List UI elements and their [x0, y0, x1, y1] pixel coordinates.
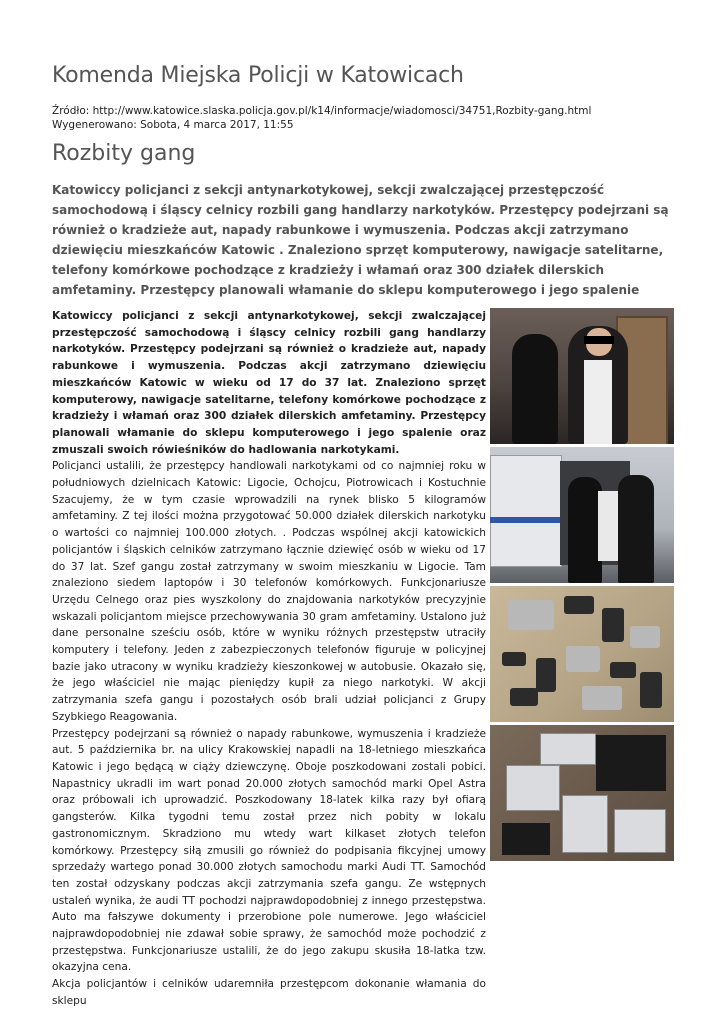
body-paragraph-2: Przestępcy podejrzani są również o napady rabunkowe, wymuszenia i kradzieże aut. 5 października br. na ulicy Krakowskiej napadli na 18-letniego mieszkańca Katowic i jego będącą w ciąży dziewczynę. Oboje poszkodowani zostali pobici. Napastnicy ukradli im wart ponad 20.000 złotych samochód marki Opel Astra oraz próbowali ich uprowadzić. Poszkodowany 18-latek kilka razy był ofiarą gangsterów. Kilka tygodni temu został przez nich pobity w lokalu gastronomicznym. Skradziono mu wtedy wart kilkaset złotych telefon komórkowy. Przestępcy siłą zmusili go również do podpisania fikcyjnej umowy sprzedaży wartego ponad 30.000 złotych samochodu marki Audi TT. Samochód ten został odzyskany podczas akcji zatrzymania szefa gangu. Ze wstępnych ustaleń wynika, że audi TT pochodzi najprawdopodobniej z innego przestępstwa. Auto ma fałszywe dokumenty i przerobione pole numerowe. Jego właściciel najprawdopodobniej nie zdawał sobie sprawy, że samochód może pochodzić z przestępstwa. Funkcjonariusze ustalili, że do jego zakupu skusiła 18-latka tzw. okazyjna cena.: [52, 727, 486, 974]
article-text: [52, 308, 486, 1010]
photo-seized-laptops: [490, 725, 674, 861]
article-title: Rozbity gang: [52, 141, 196, 166]
body-paragraph-1: Policjanci ustalili, że przestępcy handlowali narkotykami od co najmniej roku w południowych dzielnicach Katowic: Ligocie, Ochojcu, Piotrowicach i Kostuchnie Szacujemy, że w tym czasie wprowadzili na rynek blisko 5 kilogramów amfetaminy. Z tej ilości można przygotować 50.000 działek dilerskich narkotyku o wartości co najmniej 100.000 złotych. . Podczas wspólnej akcji katowickich policjantów i śląskich celników zatrzymano łącznie dziewięć osób w wieku od 17 do 37 lat. Szef gangu został zatrzymany w swoim mieszkaniu w Ligocie. Tam znaleziono siedem laptopów i 30 telefonów komórkowych. Funkcjonariusze Urzędu Celnego oraz pies wyszkolony do znajdowania narkotyków precyzyjnie wskazali policjantom miejsce przechowywania 30 gram amfetaminy. Ustalono już dane personalne sześciu osób, które w wyniku różnych przestępstw utraciły komputery i telefony. Jeden z zabezpieczonych telefonów figuruje w policyjnej bazie jako utracony w wyniku kradzieży kieszonkowej w autobusie. Okazało się, że jego właściciel nie mając pieniędzy kupił za niego narkotyki. W akcji zatrzymania szefa gangu i pozostałych osób brali udział policjanci z Grupy Szybkiego Reagowania.: [52, 460, 486, 723]
photo-police-van: [490, 447, 674, 583]
photo-column: [490, 308, 674, 864]
site-title: Komenda Miejska Policji w Katowicach: [52, 63, 464, 88]
article-lead: Katowiccy policjanci z sekcji antynarkotykowej, sekcji zwalczającej przestępczość samochodową i śląscy celnicy rozbili gang handlarzy narkotyków. Przestępcy podejrzani są również o kradzieże aut, napady rabunkowe i wymuszenia. Podczas akcji zatrzymano dziewięciu mieszkańców Katowic . Znaleziono sprzęt komputerowy, nawigacje satelitarne, telefony komórkowe pochodzące z kradzieży i włamań oraz 300 działek dilerskich amfetaminy. Przestępcy planowali włamanie do sklepu komputerowego i jego spalenie: [52, 183, 669, 297]
document-page: [52, 62, 674, 1010]
article-body: [52, 308, 674, 1010]
document-meta: [52, 104, 674, 132]
photo-seized-phones: [490, 586, 674, 722]
source-line: Źródło: http://www.katowice.slaska.policja.gov.pl/k14/informacje/wiadomosci/34751,Rozbity-gang.html: [52, 105, 592, 117]
photo-arrest-suspect: [490, 308, 674, 444]
generated-line: Wygenerowano: Sobota, 4 marca 2017, 11:55: [52, 119, 294, 131]
intro-paragraph: Katowiccy policjanci z sekcji antynarkotykowej, sekcji zwalczającej przestępczość samochodową i śląscy celnicy rozbili gang handlarzy narkotyków. Przestępcy podejrzani są również o kradzieże aut, napady rabunkowe i wymuszenia. Podczas akcji zatrzymano dziewięciu mieszkańców Katowic w wieku od 17 do 37 lat. Znaleziono sprzęt komputerowy, nawigacje satelitarne, telefony komórkowe pochodzące z kradzieży i włamań oraz 300 działek dilerskich amfetaminy. Przestępcy planowali włamanie do sklepu komputerowego i jego spalenie oraz zmuszali swoich rówieśników do hadlowania narkotykami.: [52, 310, 486, 456]
body-paragraph-3: Akcja policjantów i celników udaremniła przestępcom dokonanie włamania do sklepu: [52, 978, 486, 1007]
